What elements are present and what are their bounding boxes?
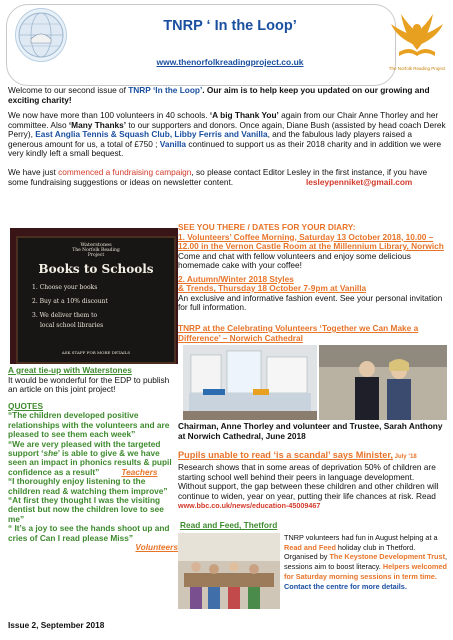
quote-5: “ It’s a joy to see the hands shoot up and cries of Can I read please Miss” — [8, 523, 170, 543]
quote-2-text: “We are very pleased with the targeted support ‘ — [8, 438, 161, 459]
cathedral-stand-photo — [183, 345, 317, 420]
diary-item-1 — [178, 233, 450, 271]
club-names: East Anglia Tennis & Squash Club, Libby Ferris and Vanilla — [35, 129, 268, 140]
open-book-logo-icon — [387, 6, 447, 62]
newsletter-title — [70, 18, 390, 34]
tieup-body: It would be wonderful for the EDP to publish an article on this joint project! — [8, 374, 170, 394]
website-link[interactable]: www.thenorfolkreadingproject.co.uk — [156, 57, 304, 67]
quote-4: “At first they thought I was the visiting dentist but now the children love to see me” — [8, 495, 164, 524]
readfeed-text: holiday club in Thetford. Organised by — [284, 542, 416, 562]
chalkboard — [16, 236, 176, 364]
quote-2-she: she — [43, 448, 58, 459]
editor-email[interactable]: lesleypenniket@gmail.com — [306, 176, 413, 187]
news-date: July ’18 — [392, 454, 417, 460]
readfeed-highlight: Read and Feed — [284, 542, 336, 552]
readfeed-text: , sessions aim to boost literacy. — [284, 552, 448, 572]
para1-text: We now have more than 100 volunteers in 40 schools. — [8, 110, 210, 120]
cathedral-caption: Chairman, Anne Thorley and volunteer and Trustee, Sarah Anthony at Norwich Cathedral, June 2018 — [178, 421, 443, 441]
board-footer: ASK STAFF FOR MORE DETAILS — [61, 350, 131, 355]
board-line: 2. Buy at a 10% discount — [32, 298, 108, 305]
news-paragraph-2-text: Without support, the gap between these children and other children will continue to widen, year on year, putting their life chances at risk. Read — [178, 481, 439, 501]
vanilla-name: Vanilla — [159, 138, 187, 149]
para2-text: We have just — [8, 167, 59, 177]
para1-text: , and the fabulous lady players raised a generous amount for us, a total of £750 ; — [8, 129, 412, 149]
quotes-heading: QUOTES — [8, 401, 44, 411]
diary-section — [178, 223, 450, 313]
fundraising-highlight: commenced a fundraising campaign — [58, 167, 192, 177]
quote-2 — [8, 440, 178, 478]
board-brand: Waterstones — [80, 242, 112, 248]
logo-caption: The Norfolk Reading Project — [388, 66, 446, 71]
helpers-welcomed: Helpers welcomed for Saturday morning sessions in term time. — [284, 562, 447, 581]
board-line: local school libraries — [40, 322, 104, 329]
board-line: The Norfolk Reading — [72, 248, 120, 253]
many-thanks: ‘Many Thanks’ — [68, 119, 127, 130]
big-thank-you: ‘A big Thank You’ — [209, 110, 279, 120]
tieup-heading: A great tie-up with Waterstones — [8, 365, 132, 375]
bbc-link[interactable]: www.bbc.co.uk/news/education-45009467 — [178, 501, 321, 510]
intro-text-3: . Our aim is to help keep you updated on our growing and exciting charity! — [8, 85, 430, 105]
tieup-section — [8, 366, 180, 395]
quote-attribution-teachers: Teachers — [121, 466, 158, 477]
quote-2-text: ’ is able to give & we have seen an impact in phonics results & pupil confidence as a result” — [8, 448, 172, 477]
keystone-trust: The Keystone Development Trust — [329, 552, 445, 562]
quotes-section — [8, 402, 178, 553]
para2-text: , so please contact Editor Lesley in the first instance, if you have some fundraising suggestions or ideas on newsletter content. — [8, 167, 428, 187]
diary-item-1-title: 1. Volunteers’ Coffee Morning, Saturday 13 October 2018, 10.00 – 12.00 in the Vernon Castle Room at the Millennium Library, Norwich — [178, 231, 444, 251]
para1-text: again from our Chair Anne Thorley and her committee. Also — [8, 110, 439, 130]
volunteers-photo — [319, 345, 447, 420]
intro-title: TNRP ‘In the Loop’ — [128, 85, 203, 95]
readfeed-heading: Read and Feed, Thetford — [180, 520, 278, 530]
volunteers-paragraph — [8, 111, 448, 159]
news-heading-line — [178, 445, 450, 463]
board-line: 3. We deliver them to — [32, 312, 98, 319]
diary-item-2-title-a: 2. Autumn/Winter 2018 Styles — [178, 273, 294, 284]
cathedral-heading: TNRP at the Celebrating Volunteers ‘Together we Can Make a Difference’ – Norwich Cathedral — [178, 323, 419, 343]
quote-attribution-volunteers: Volunteers — [135, 542, 178, 553]
diary-item-1-body: Come and chat with fellow volunteers and enjoy some delicious homemade cake with your coffee! — [178, 250, 411, 270]
intro-text-1: Welcome to our second issue of — [8, 85, 129, 95]
fundraising-paragraph — [8, 168, 448, 187]
quote-1: “The children developed positive relationships with the volunteers and are pleased to see them each week” — [8, 410, 170, 440]
read-and-feed-photo — [178, 533, 280, 609]
readfeed-heading-wrap — [180, 521, 290, 531]
para1-text: continued to support us as their 2018 charity and in addition we were very kindly left a small bequest. — [8, 138, 442, 159]
news-section — [178, 445, 450, 511]
read-and-feed-notice — [284, 533, 448, 617]
diary-heading: SEE YOU THERE / DATES FOR YOUR DIARY: — [178, 222, 356, 232]
board-line: Project — [87, 253, 105, 258]
intro-paragraph — [8, 86, 448, 105]
diary-item-2-body: An exclusive and informative fashion event. See your personal invitation for full information. — [178, 292, 443, 312]
readfeed-text: TNRP volunteers had fun in August helping at a — [284, 533, 438, 542]
news-paragraph-1: Research shows that in some areas of deprivation 50% of children are starting school well behind their peers in language development. — [178, 462, 436, 482]
title-prefix: TNRP — [163, 18, 203, 34]
title-suffix: ‘ In the Loop’ — [202, 18, 297, 34]
cathedral-heading-wrap — [178, 324, 450, 343]
news-heading: Pupils unable to read ‘is a scandal’ says Minister, — [178, 450, 393, 460]
board-line: 1. Choose your books — [32, 284, 98, 291]
diary-item-2-title-b: & Trends, Thursday 18 October 7-9pm at Vanilla — [178, 283, 367, 293]
contact-centre: Contact the centre for more details. — [284, 581, 407, 591]
issue-footer: Issue 2, September 2018 — [8, 620, 105, 630]
cathedral-caption-wrap — [178, 422, 450, 441]
para1-text: to our supporters and donors. Once again, Diane Bush (assisted by head coach Derek Perry), — [8, 119, 446, 140]
board-headline: Books to Schools — [38, 262, 154, 276]
quote-3: “I thoroughly enjoy listening to the children read & watching them improve” — [8, 476, 168, 496]
globe-logo-icon — [15, 8, 67, 62]
news-paragraph-2 — [178, 482, 450, 511]
